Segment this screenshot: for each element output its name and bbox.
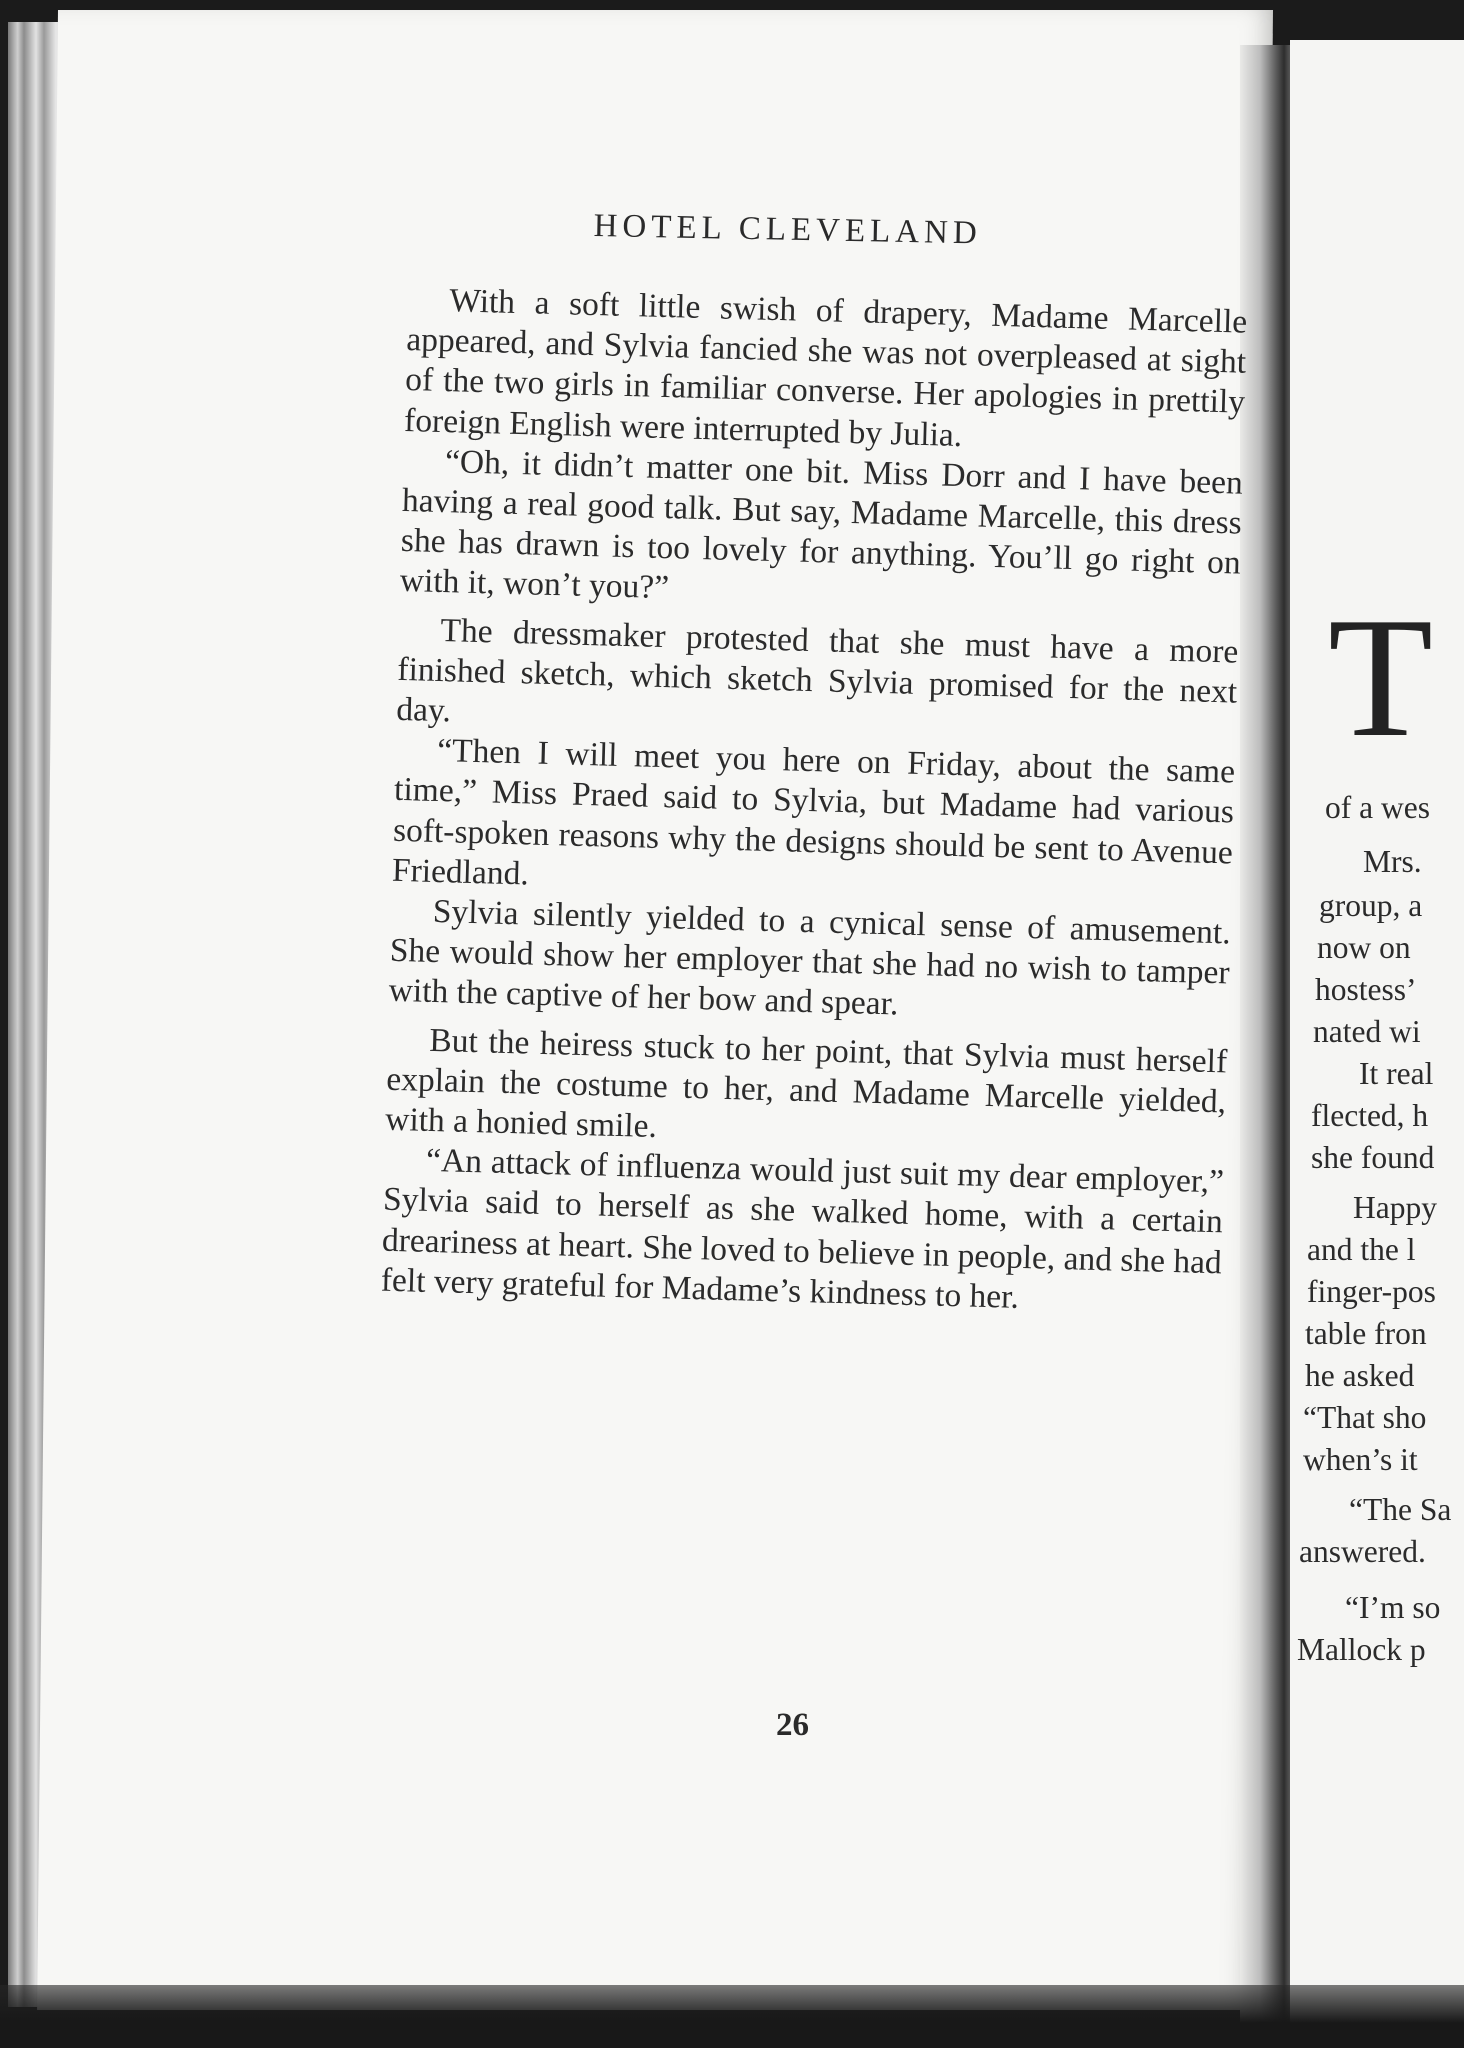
right-line-fragment: It real	[1359, 1056, 1434, 1091]
right-line-fragment: hostess’	[1315, 972, 1417, 1007]
right-line-fragment: she found	[1311, 1140, 1435, 1175]
body-text	[380, 280, 1247, 1323]
right-line-fragment: when’s it	[1303, 1442, 1418, 1477]
right-line-fragment: finger-pos	[1307, 1274, 1436, 1309]
paragraph: “Oh, it didn’t matter one bit. Miss Dorr and I have been having a real good talk. But say, Madame Marcelle, this dress she has drawn is too lovely for anything. You’ll go right on with it, won’t you?”	[399, 442, 1244, 607]
drop-cap: T	[1328, 583, 1434, 773]
right-line-fragment: flected, h	[1311, 1098, 1429, 1133]
right-line-fragment: of a wes	[1325, 790, 1430, 825]
bottom-shadow	[0, 1985, 1464, 2048]
right-line-fragment: “I’m so	[1345, 1590, 1441, 1625]
running-head: HOTEL CLEVELAND	[593, 208, 983, 252]
right-line-fragment: group, a	[1319, 888, 1423, 923]
right-line-fragment: now on	[1317, 930, 1411, 965]
right-line-fragment: Mallock p	[1297, 1632, 1426, 1667]
right-line-fragment: Happy	[1353, 1190, 1437, 1225]
right-line-fragment: “That sho	[1303, 1400, 1427, 1435]
right-line-fragment: nated wi	[1313, 1014, 1421, 1049]
right-line-fragment: he asked	[1305, 1358, 1415, 1393]
right-line-fragment: table fron	[1305, 1316, 1427, 1351]
paragraph: “Then I will meet you here on Friday, about the same time,” Miss Praed said to Sylvia, but Madame had various soft-spoken reasons why the designs should be sent to Avenue Friedland.	[391, 732, 1236, 893]
paragraph: With a soft little swish of drapery, Madame Marcelle appeared, and Sylvia fancied she was not overpleased at sight of the two girls in familiar converse. Her apologies in prettily foreign English were interrupted by Julia.	[403, 282, 1248, 454]
paragraph: “An attack of influenza would just suit my dear employer,” Sylvia said to herself as she walked home, with a certain dreariness at heart. She loved to believe in people, and she had felt very grateful for Madame’s kindness to her.	[380, 1142, 1225, 1316]
right-line-fragment: and the l	[1307, 1232, 1416, 1267]
paragraph: Sylvia silently yielded to a cynical sense of amusement. She would show her employer that she had no wish to tamper with the captive of her bow and spear.	[388, 892, 1232, 1023]
paragraph: But the heiress stuck to her point, that Sylvia must herself explain the costume to her, and Madame Marcelle yielded, with a honied smile.	[384, 1021, 1228, 1146]
right-line-fragment: answered.	[1299, 1534, 1426, 1569]
right-line-fragment: “The Sa	[1349, 1492, 1452, 1527]
right-line-fragment: Mrs.	[1363, 844, 1422, 879]
paragraph: The dressmaker protested that she must have a more finished sketch, which sketch Sylvia promised for the next day.	[395, 611, 1239, 730]
page-number: 26	[776, 1707, 809, 1743]
